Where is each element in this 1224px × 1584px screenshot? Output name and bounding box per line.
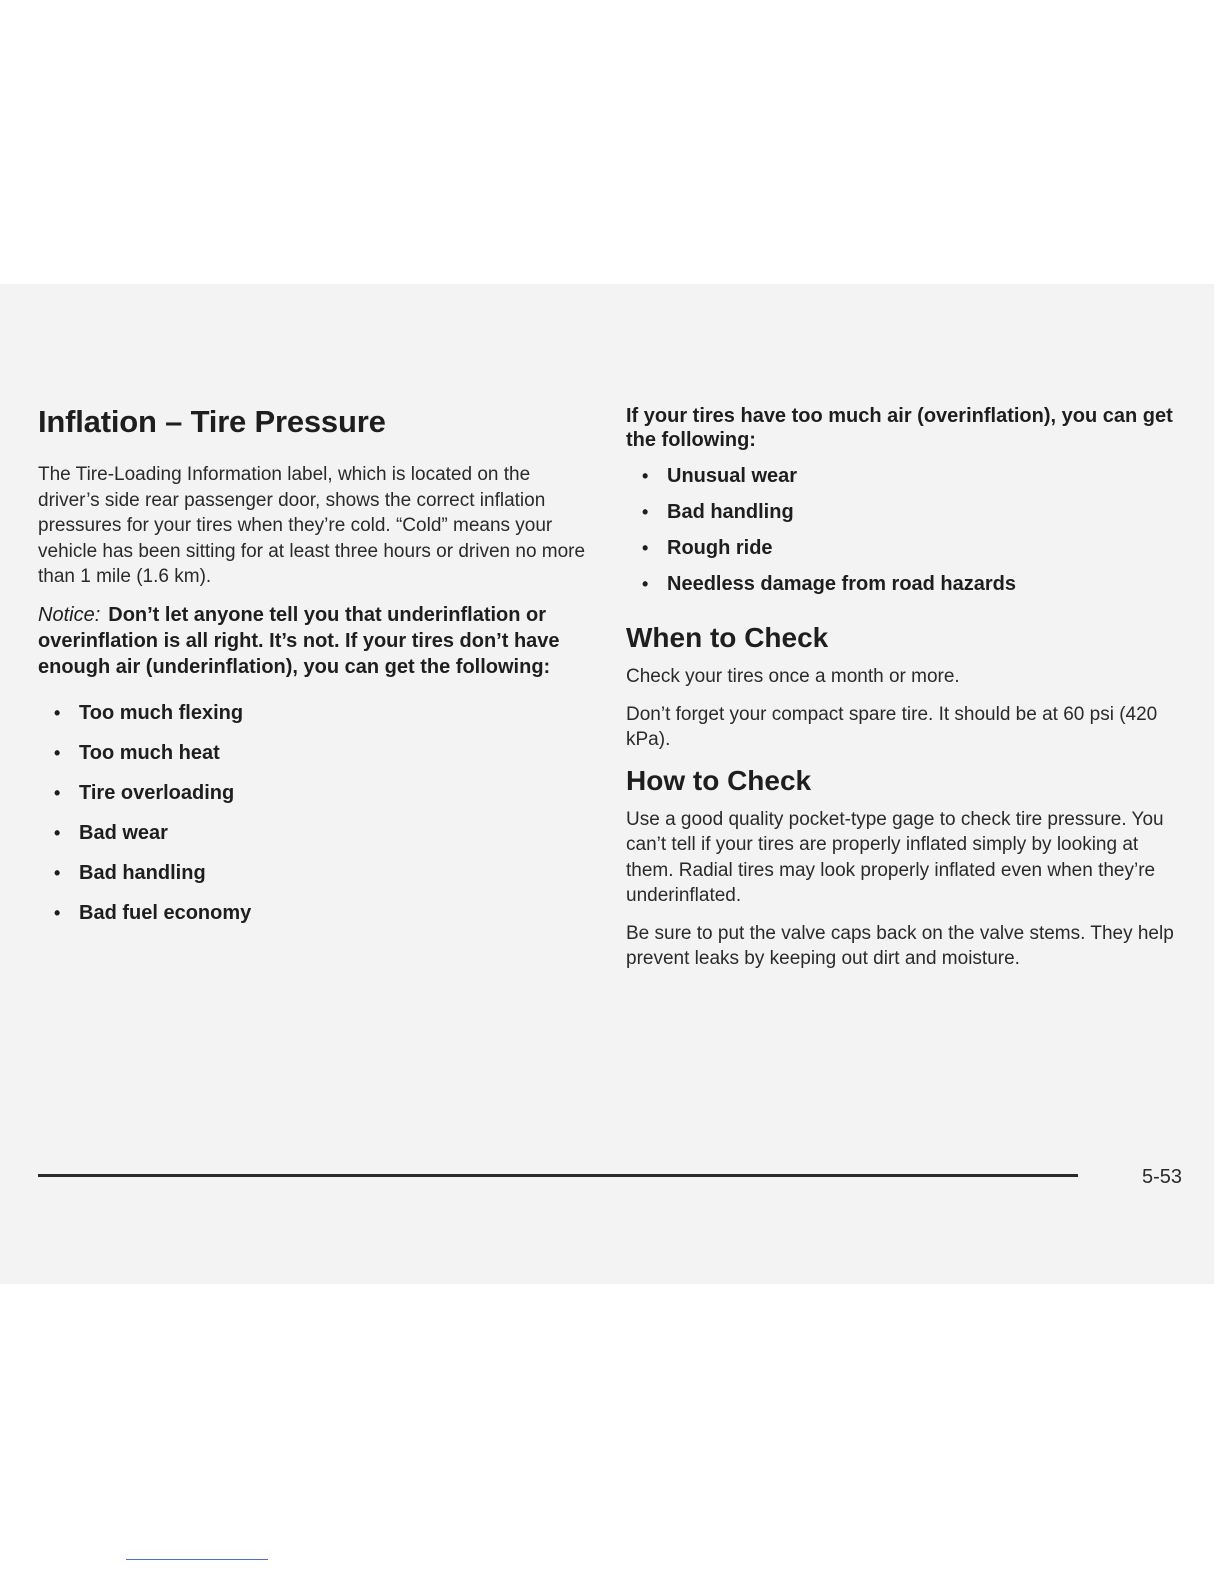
list-item: • Rough ride — [642, 537, 773, 559]
bullet-icon: • — [54, 782, 61, 803]
bullet-icon: • — [642, 538, 649, 558]
bullet-icon: • — [642, 466, 649, 486]
when-to-check-section — [626, 622, 1186, 753]
list-item: • Tire overloading — [54, 781, 235, 804]
list-item: • Bad handling — [642, 501, 794, 523]
bullet-icon: • — [54, 702, 61, 723]
how-to-check-section — [626, 765, 1186, 972]
bullet-icon: • — [54, 742, 61, 763]
bottom-link-underline — [126, 1559, 268, 1560]
right-column — [626, 404, 1186, 984]
when-paragraph-2: Don’t forget your compact spare tire. It should be at 60 psi (420 kPa). — [626, 703, 1158, 750]
manual-page — [0, 284, 1214, 1284]
how-paragraph-2: Be sure to put the valve caps back on the valve stems. They help prevent leaks by keeping out dirt and moisture. — [626, 922, 1174, 969]
section-title-when-to-check: When to Check — [626, 622, 829, 653]
notice-text: Don’t let anyone tell you that underinflation or overinflation is all right. It’s not. If your tires don’t have enough air (underinflation), you can get the following: — [38, 603, 560, 678]
bullet-icon: • — [642, 502, 649, 522]
overinflation-intro: If your tires have too much air (overinflation), you can get the following: — [626, 405, 1173, 451]
tire-label-paragraph: The Tire-Loading Information label, which is located on the driver’s side rear passenger door, shows the correct inflation pressures for your tires when they’re cold. “Cold” means your vehicle has been sitting for at least three hours or driven no more than 1 mile (1.6 km). — [38, 464, 586, 587]
list-item: • Too much flexing — [54, 701, 244, 724]
list-item: • Bad wear — [54, 821, 168, 844]
bullet-icon: • — [642, 574, 649, 594]
overinflation-list — [626, 464, 1186, 608]
page-number: 5-53 — [1141, 1166, 1182, 1188]
section-title-how-to-check: How to Check — [626, 764, 812, 796]
list-item: • Needless damage from road hazards — [642, 573, 1017, 595]
notice-paragraph — [38, 602, 588, 680]
section-title-inflation: Inflation – Tire Pressure — [38, 404, 386, 439]
how-paragraph-1: Use a good quality pocket-type gage to check tire pressure. You can’t tell if your tires are properly inflated simply by looking at them. Radial tires may look properly inflated even when they’re underinflated. — [626, 808, 1164, 906]
list-item: • Too much heat — [54, 741, 220, 764]
list-item: • Bad fuel economy — [54, 901, 252, 924]
list-item: • Bad handling — [54, 861, 206, 884]
bullet-icon: • — [54, 822, 61, 843]
underinflation-list — [38, 700, 588, 940]
when-paragraph-1: Check your tires once a month or more. — [626, 666, 960, 687]
footer-divider — [38, 1174, 1078, 1177]
bullet-icon: • — [54, 902, 61, 923]
left-column — [38, 404, 588, 940]
list-item: • Unusual wear — [642, 465, 798, 487]
notice-label: Notice: — [38, 603, 101, 626]
bullet-icon: • — [54, 862, 61, 883]
